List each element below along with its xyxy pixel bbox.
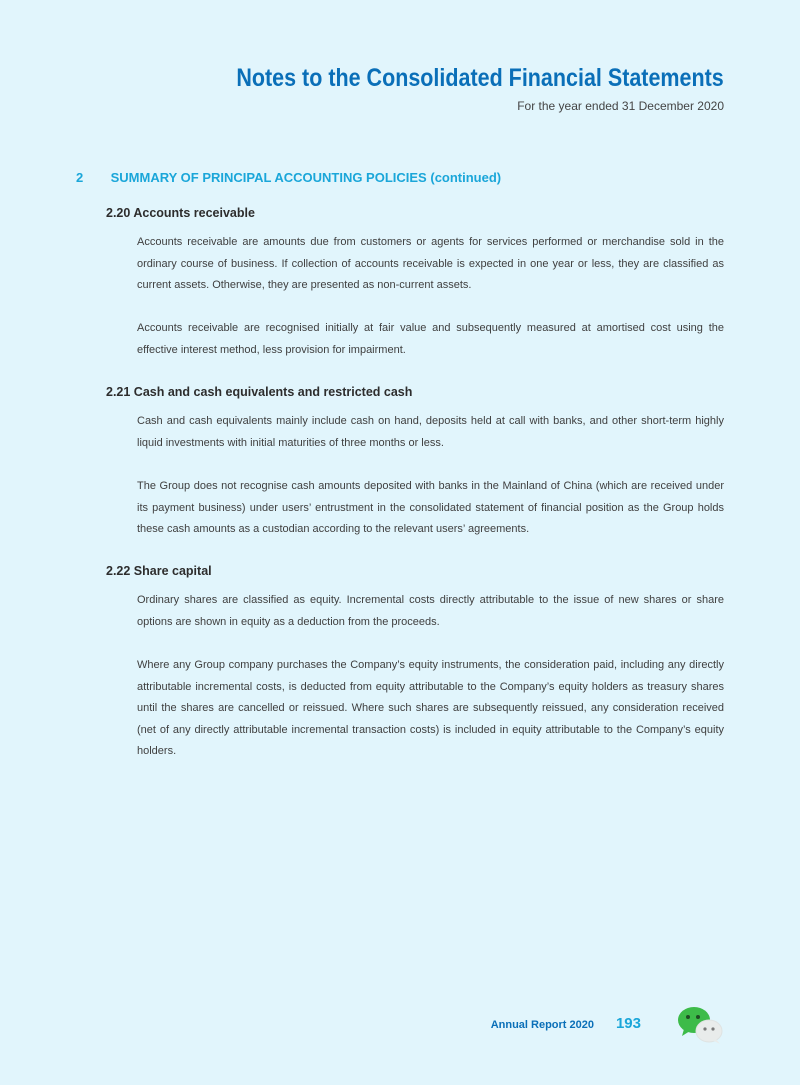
- page-number: 193: [615, 1015, 641, 1032]
- paragraph: Where any Group company purchases the Company’s equity instruments, the consideration paid, including any directly attributable incremental costs, is deducted from equity attributable to the Company’s equity holders as treasury shares until the shares are cancelled or reissued. Where such shares are subsequently reissued, any consideration received (net of any directly attributable incremental transaction costs) is included in equity attributable to the Company’s equity holders.: [137, 659, 724, 757]
- paragraph: The Group does not recognise cash amounts deposited with banks in the Mainland of China (which are received under its payment business) under users’ entrustment in the consolidated statement of financial position as the Group holds these cash amounts as a custodian according to the relevant users’ agreements.: [137, 480, 724, 535]
- section-number: 2: [76, 170, 84, 185]
- subsection-heading-2-20: 2.20 Accounts receivable: [106, 206, 255, 220]
- paragraph: Cash and cash equivalents mainly include cash on hand, deposits held at call with banks, and other short-term highly liquid investments with initial maturities of three months or less.: [137, 415, 724, 449]
- section-title: SUMMARY OF PRINCIPAL ACCOUNTING POLICIES: [110, 170, 427, 185]
- paragraph: Ordinary shares are classified as equity. Incremental costs directly attributable to the issue of new shares or share options are shown in equity as a deduction from the proceeds.: [137, 594, 724, 628]
- section-heading: [76, 170, 501, 185]
- wechat-logo-icon: [676, 1005, 724, 1045]
- paragraph: Accounts receivable are recognised initially at fair value and subsequently measured at amortised cost using the effective interest method, less provision for impairment.: [137, 322, 724, 356]
- page-header: [157, 64, 724, 113]
- page-title: Notes to the Consolidated Financial Statements: [236, 64, 724, 92]
- page-subtitle: For the year ended 31 December 2020: [517, 99, 724, 113]
- section-continued: (continued): [430, 170, 502, 185]
- subsection-heading-2-22: 2.22 Share capital: [106, 564, 212, 578]
- paragraph: Accounts receivable are amounts due from customers or agents for services performed or merchandise sold in the ordinary course of business. If collection of accounts receivable is expected in one year or less, they are classified as current assets. Otherwise, they are presented as non-current assets.: [137, 236, 724, 291]
- footer-report-label: Annual Report 2020: [490, 1019, 594, 1031]
- subsection-heading-2-21: 2.21 Cash and cash equivalents and restricted cash: [106, 385, 413, 399]
